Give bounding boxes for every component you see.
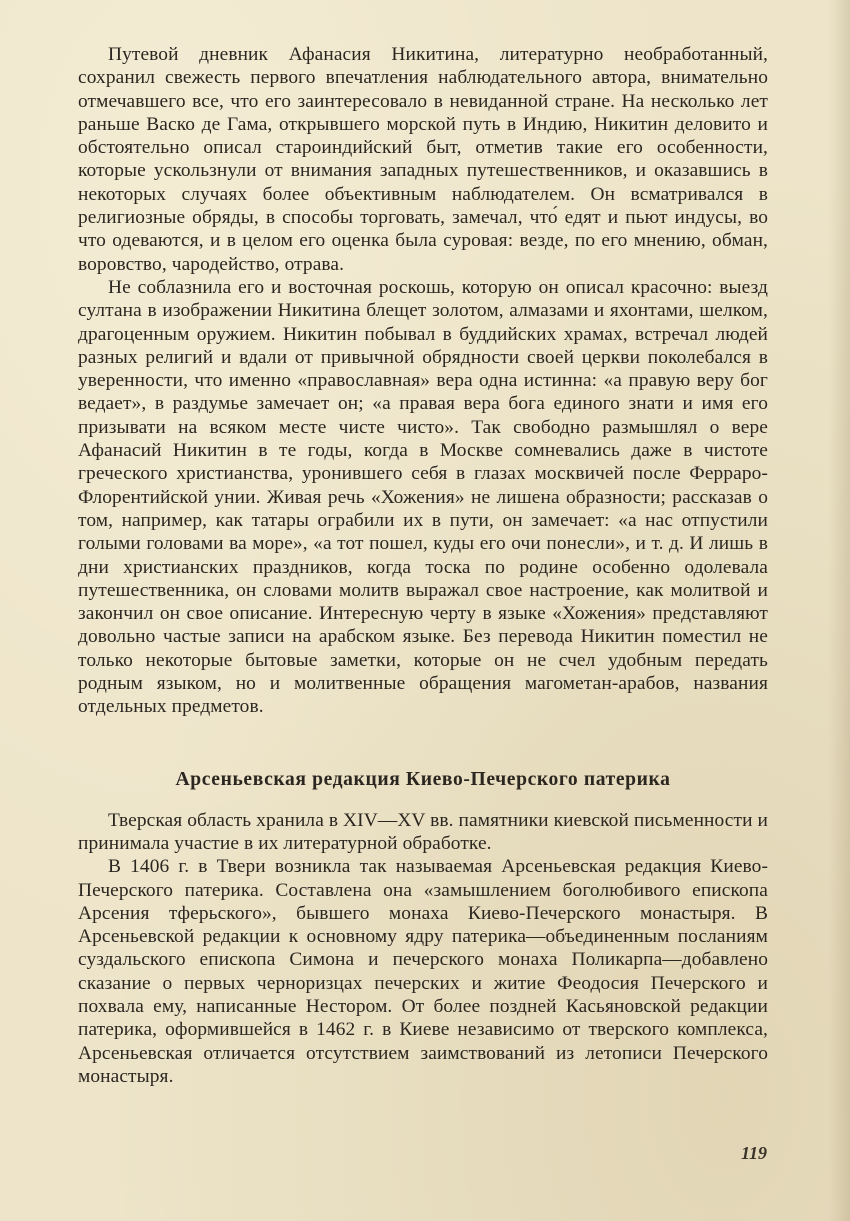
- paragraph-tver-region: Тверская область хранила в XIV—XV вв. памятники киевской письменности и принимала участие в их литературной обработке.: [78, 809, 768, 854]
- page-number: 119: [740, 1143, 767, 1163]
- paragraph-nikitin-diary: Путевой дневник Афанасия Никитина, литературно необработанный, сохранил свежесть первого впечатления наблюдательного автора, внимательно отмечавшего все, что его заинтересовало в невиданной стране. На несколько лет раньше Васко де Гама, открывшего морской путь в Индию, Никитин деловито и обстоятельно описал староиндийский быт, отметив такие его особенности, которые ускользнули от внимания западных путешественников, и оказавшись в некоторых случаях более объективным наблюдателем. Он всматривался в религиозные обряды, в способы торговать, замечал, что́ едят и пьют индусы, во что одеваются, и в целом его оценка была суровая: везде, по его мнению, обман, воровство, чародейство, отрава.: [78, 44, 768, 275]
- section-heading: Арсеньевская редакция Киево-Печерского патерика: [175, 768, 671, 790]
- paragraph-arsenievskaya-redaction: В 1406 г. в Твери возникла так называемая Арсеньевская редакция Киево-Печерского патерика. Составлена она «замышлением боголюбивого епископа Арсения тферьского», бывшего монаха Киево-Печерского монастыря. В Арсеньевской редакции к основному ядру патерика—объединенным посланиям суздальского епископа Симона и печерского монаха Поликарпа—добавлено сказание о первых черноризцах печерских и житие Феодосия Печерского и похвала ему, написанные Нестором. От более поздней Касьяновской редакции патерика, оформившейся в 1462 г. в Киеве независимо от тверского комплекса, Арсеньевская отличается отсутствием заимствований из летописи Печерского монастыря.: [78, 856, 768, 1087]
- page-edge-shadow: [828, 0, 850, 1221]
- paragraph-oriental-luxury: Не соблазнила его и восточная роскошь, которую он описал красочно: выезд султана в изображении Никитина блещет золотом, алмазами и яхонтами, шелком, драгоценным оружием. Никитин побывал в буддийских храмах, встречал людей разных религий и вдали от привычной обрядности своей церкви поколебался в уверенности, что именно «православная» вера одна истинна: «а правую веру бог ведает», в раздумье замечает он; «а правая вера бога единого знати и имя его призывати на всяком месте чисте чисто». Так свободно размышлял о вере Афанасий Никитин в те годы, когда в Москве сомневались даже в чистоте греческого христианства, уронившего себя в глазах москвичей после Ферраро-Флорентийской унии. Живая речь «Хожения» не лишена образности; рассказав о том, например, как татары ограбили их в пути, он замечает: «а нас отпустили голыми головами ва море», «а тот пошел, куды его очи понесли», и т. д. И лишь в дни христианских праздников, когда тоска по родине особенно одолевала путешественника, он словами молитв выражал свое настроение, как молитвой и закончил он свое описание. Интересную черту в языке «Хожения» представляют довольно частые записи на арабском языке. Без перевода Никитин поместил не только некоторые бытовые заметки, которые он не счел удобным передать родным языком, но и молитвенные обращения магометан-арабов, названия отдельных предметов.: [78, 276, 768, 718]
- page-body: [78, 43, 768, 1088]
